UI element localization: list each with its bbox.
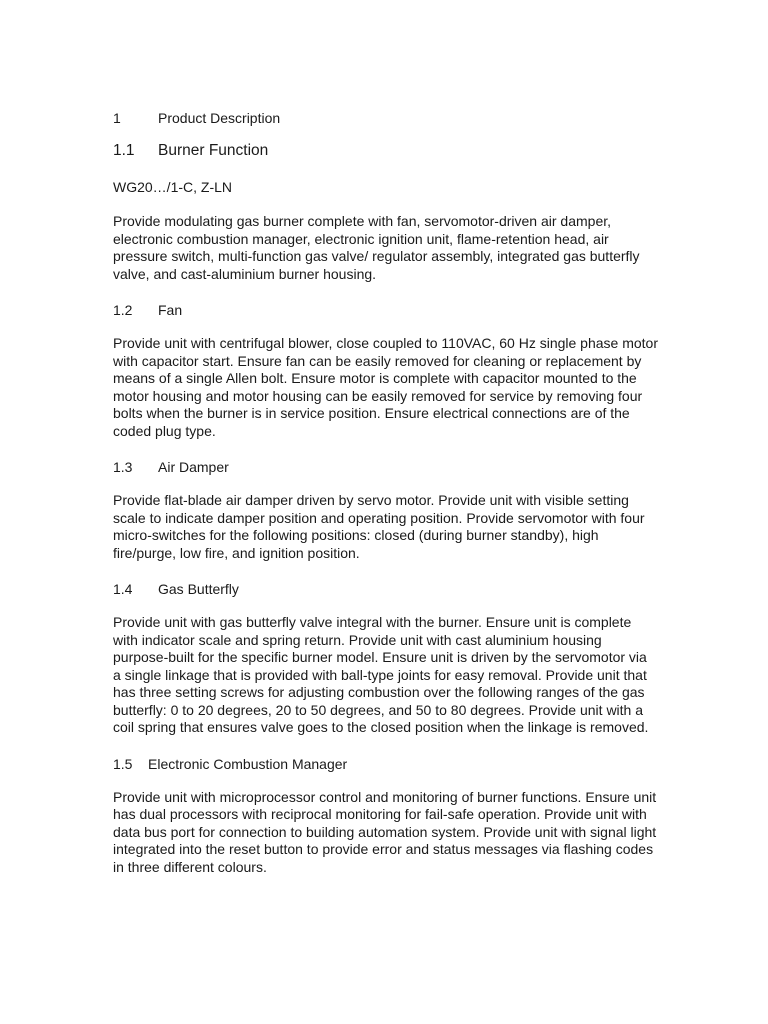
section-title: Air Damper [158,459,229,475]
section-number: 1.4 [113,581,133,597]
section-title: Product Description [158,110,281,126]
section-title: Electronic Combustion Manager [148,755,348,772]
section-number: 1.3 [113,459,133,475]
section-heading-fan [113,300,658,320]
section-number: 1.5 [113,755,133,772]
section-number: 1 [113,110,121,126]
section-heading-electronic-combustion-manager [113,754,658,774]
section-title: Burner Function [158,142,269,159]
section-heading-burner-function [113,141,658,163]
gas-butterfly-paragraph: Provide unit with gas butterfly valve integral with the burner. Ensure unit is complete with indicator scale and spring return. Provide unit with cast aluminium housing purpose-built for the specific burner model. Ensure unit is driven by the servomotor via a single linkage that is provided with ball-type joints for easy removal. Provide unit that has three setting screws for adjusting combustion over the following ranges of the gas butterfly: 0 to 20 degrees, 20 to 50 degrees, and 50 to 80 degrees. Provide unit with a coil spring that ensures valve goes to the closed position when the linkage is removed. [113,614,649,735]
model-designation: WG20…/1-C, Z-LN [113,179,233,195]
section-number: 1.1 [113,142,135,159]
fan-paragraph: Provide unit with centrifugal blower, close coupled to 110VAC, 60 Hz single phase motor with capacitor start. Ensure fan can be easily removed for cleaning or replacement by means of a single Allen bolt. Ensure motor is complete with capacitor mounted to the motor housing and motor housing can be easily removed for service by removing four bolts when the burner is in service position. Ensure electrical connections are of the coded plug type. [113,335,659,439]
section-heading-air-damper [113,457,658,477]
document-page [113,108,658,876]
burner-function-paragraph: Provide modulating gas burner complete with fan, servomotor-driven air damper, electronic combustion manager, electronic ignition unit, flame-retention head, air pressure switch, multi-function gas valve/ regulator assembly, integrated gas butterfly valve, and cast-aluminium burner housing. [113,213,640,282]
section-number: 1.2 [113,302,133,318]
section-heading-gas-butterfly [113,579,658,599]
section-heading-product-description [113,108,658,128]
section-title: Gas Butterfly [158,581,239,597]
section-title: Fan [158,302,183,318]
combustion-manager-paragraph: Provide unit with microprocessor control and monitoring of burner functions. Ensure unit has dual processors with reciprocal monitoring for fail-safe operation. Provide unit with data bus port for connection to building automation system. Provide unit with signal light integrated into the reset button to provide error and status messages via flashing codes in three different colours. [113,788,657,875]
air-damper-paragraph: Provide flat-blade air damper driven by servo motor. Provide unit with visible setting scale to indicate damper position and operating position. Provide servomotor with four micro-switches for the following positions: closed (during burner standby), high fire/purge, low fire, and ignition position. [113,492,645,561]
